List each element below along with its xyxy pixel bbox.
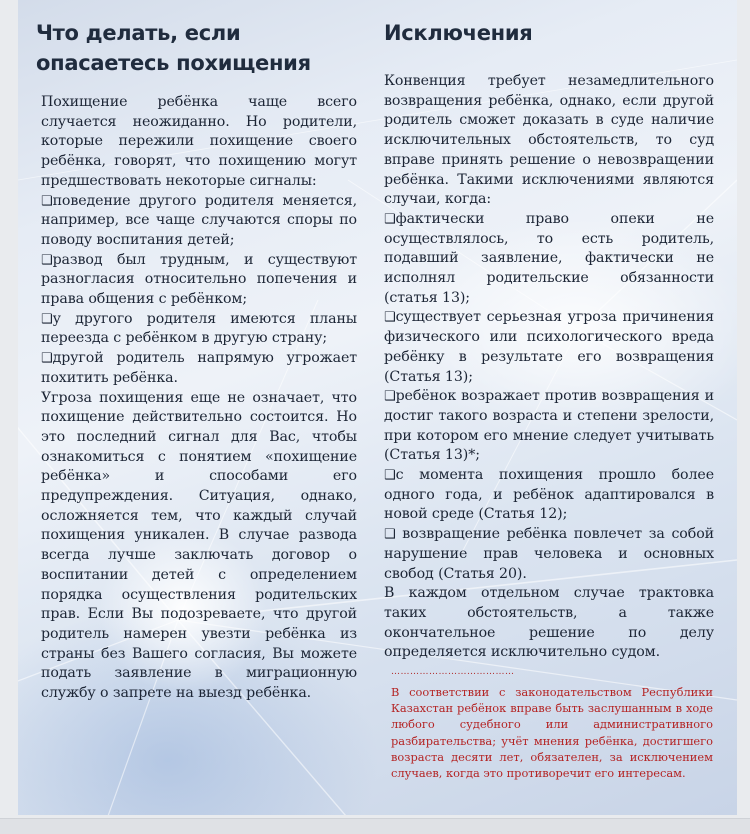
footnote-separator: ………………………………… (391, 667, 515, 677)
checkbox-icon: ❑ (41, 252, 53, 268)
checkbox-icon: ❑ (384, 468, 396, 484)
checkbox-icon: ❑ (384, 310, 396, 326)
checkbox-icon: ❑ (41, 193, 53, 209)
left-column-body (41, 93, 357, 704)
right-column-body (384, 72, 714, 663)
checkbox-icon: ❑ (41, 311, 53, 327)
right-intro: Конвенция требует незамедлительного возвращения ребёнка, однако, если другой родитель сможет доказать в суде наличие исключительных обстоятельств, то суд вправе принять решение о невозвращении ребёнка. Такими исключениями являются случаи, когда: (384, 73, 714, 208)
left-item: ❑другой родитель напрямую угрожает похитить ребёнка. (41, 350, 357, 386)
right-item: ❑фактически право опеки не осуществлялось, то есть родитель, подавший заявление, фактически не исполнял родительские обязанности (статья 13); (384, 210, 714, 306)
left-item: ❑поведение другого родителя меняется, например, все чаще случаются споры по поводу воспитания детей; (41, 192, 357, 248)
left-intro: Похищение ребёнка чаще всего случается неожиданно. Но родители, которые пережили похищение своего ребёнка, говорят, что похищению могут предшествовать некоторые сигналы: (41, 94, 357, 189)
left-item: ❑развод был трудным, и существуют разногласия относительно попечения и права общения с ребёнком; (41, 251, 357, 308)
right-item: ❑ребёнок возражает против возвращения и достиг такого возраста и степени зрелости, при котором его мнение следует учитывать (Статья 13)*; (384, 388, 714, 464)
checkbox-icon: ❑ (384, 389, 396, 405)
right-item: ❑с момента похищения прошло более одного года, и ребёнок адаптировался в новой среде (Статья 12); (384, 467, 714, 523)
left-conclusion: Угроза похищения еще не означает, что похищение действительно состоится. Но это последний сигнал для Вас, чтобы ознакомиться с понятием «похищение ребёнка» и способами его предупреждения. Ситуация, однако, осложняется тем, что каждый случай похищения уникален. В случае развода всегда лучше заключать договор о воспитании детей с определением порядка осуществления родительских прав. Если Вы подозреваете, что другой родитель намерен увезти ребёнка из страны без Вашего согласия, Вы можете подать заявление в миграционную службу о запрете на выезд ребёнка. (41, 389, 357, 702)
footnote: В соответствии с законодательством Республики Казахстан ребёнок вправе быть заслушанным в ходе любого судебного или административного разбирательства; учёт мнения ребёнка, достигшего возраста десяти лет, обязателен, за исключением случаев, когда это противоречит его интересам. (391, 685, 713, 781)
right-item: ❑ возвращение ребёнка повлечет за собой нарушение прав человека и основных свобод (Статья 20). (384, 526, 714, 582)
page-gap-strip (0, 818, 750, 834)
right-item: ❑существует серьезная угроза причинения физического или психологического вреда ребёнку в результате его возвращения (Статья 13); (384, 309, 714, 385)
right-conclusion: В каждом отдельном случае трактовка таких обстоятельств, а также окончательное решение по делу определяется исключительно судом. (384, 585, 714, 661)
checkbox-icon: ❑ (384, 211, 396, 227)
right-column-title: Исключения (384, 21, 533, 45)
left-item: ❑у другого родителя имеются планы переезда с ребёнком в другую страну; (41, 310, 357, 347)
left-column-title: Что делать, если опасаетесь похищения (36, 21, 311, 75)
checkbox-icon: ❑ (41, 351, 53, 367)
checkbox-icon: ❑ (384, 527, 396, 543)
brochure-page (18, 0, 737, 815)
